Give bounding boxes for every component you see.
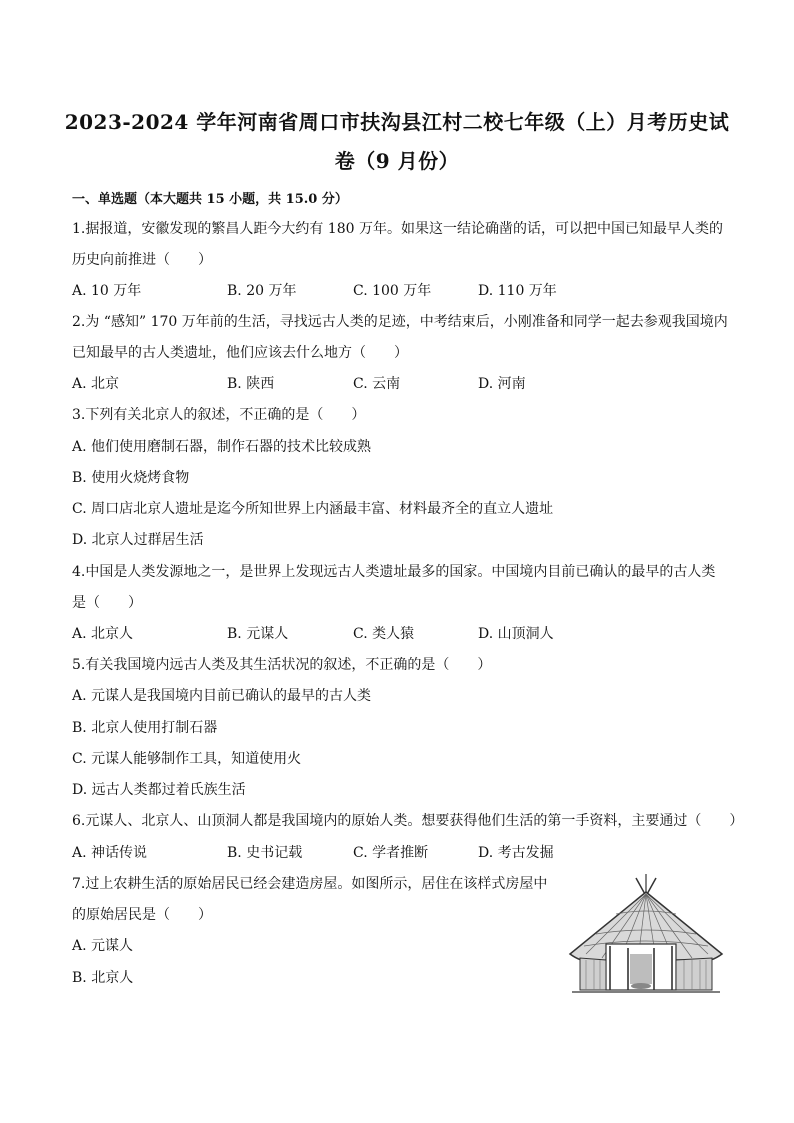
exam-title-line-1: 2023-2024 学年河南省周口市扶沟县江村二校七年级（上）月考历史试 (64, 110, 730, 134)
question-2-text: 2.为 “感知” 170 万年前的生活，寻找远古人类的足迹，中考结束后，小刚准备和同学一起去参观我国境内 (72, 314, 728, 330)
question-6-option-b: B. 史书记载 (227, 845, 303, 861)
question-2-text-cont: 已知最早的古人类遗址，他们应该去什么地方（ ） (72, 345, 408, 361)
question-7-option-a: A. 元谋人 (72, 938, 134, 954)
question-2-option-b: B. 陕西 (227, 376, 275, 392)
question-4-text: 4.中国是人类发源地之一，是世界上发现远古人类遗址最多的国家。中国境内目前已确认的最早的古人类 (72, 564, 716, 580)
question-6-text: 6.元谋人、北京人、山顶洞人都是我国境内的原始人类。想要获得他们生活的第一手资料，主要通过（ ） (72, 813, 744, 829)
question-3-option-c: C. 周口店北京人遗址是迄今所知世界上内涵最丰富、材料最齐全的直立人遗址 (72, 501, 554, 517)
question-7-text-cont: 的原始居民是（ ） (72, 907, 212, 923)
question-4-option-a: A. 北京人 (72, 626, 134, 642)
question-2-option-c: C. 云南 (353, 376, 401, 392)
section-heading: 一、单选题（本大题共 15 小题，共 15.0 分） (72, 192, 348, 207)
question-5-option-b: B. 北京人使用打制石器 (72, 720, 218, 736)
question-4-option-d: D. 山顶洞人 (478, 626, 554, 642)
question-1-option-d: D. 110 万年 (478, 283, 557, 299)
question-5-text: 5.有关我国境内远古人类及其生活状况的叙述，不正确的是（ ） (72, 657, 492, 673)
question-1-option-b: B. 20 万年 (227, 283, 297, 299)
question-1-option-c: C. 100 万年 (353, 283, 432, 299)
question-3-option-a: A. 他们使用磨制石器，制作石器的技术比较成熟 (72, 439, 372, 455)
question-3-option-d: D. 北京人过群居生活 (72, 532, 204, 548)
question-5-option-d: D. 远古人类都过着氏族生活 (72, 782, 246, 798)
question-1-text-cont: 历史向前推进（ ） (72, 252, 212, 268)
question-4-option-c: C. 类人猿 (353, 626, 415, 642)
question-6-option-c: C. 学者推断 (353, 845, 429, 861)
question-3-option-b: B. 使用火烧烤食物 (72, 470, 190, 486)
question-4-option-b: B. 元谋人 (227, 626, 289, 642)
question-6-option-a: A. 神话传说 (72, 845, 148, 861)
question-5-option-c: C. 元谋人能够制作工具，知道使用火 (72, 751, 302, 767)
question-6-option-d: D. 考古发掘 (478, 845, 554, 861)
question-2-option-a: A. 北京 (72, 376, 120, 392)
question-1-text: 1.据报道，安徽发现的繁昌人距今大约有 180 万年。如果这一结论确凿的话，可以把中国已知最早人类的 (72, 221, 723, 237)
question-7-text: 7.过上农耕生活的原始居民已经会建造房屋。如图所示，居住在该样式房屋中 (72, 876, 548, 892)
question-4-text-cont: 是（ ） (72, 595, 142, 611)
exam-title-line-2: 卷（9 月份） (334, 149, 460, 173)
question-1-option-a: A. 10 万年 (72, 283, 142, 299)
question-2-option-d: D. 河南 (478, 376, 526, 392)
round-hut-illustration (566, 874, 726, 999)
question-5-option-a: A. 元谋人是我国境内目前已确认的最早的古人类 (72, 688, 372, 704)
question-3-text: 3.下列有关北京人的叙述，不正确的是（ ） (72, 407, 366, 423)
question-7-option-b: B. 北京人 (72, 970, 134, 986)
